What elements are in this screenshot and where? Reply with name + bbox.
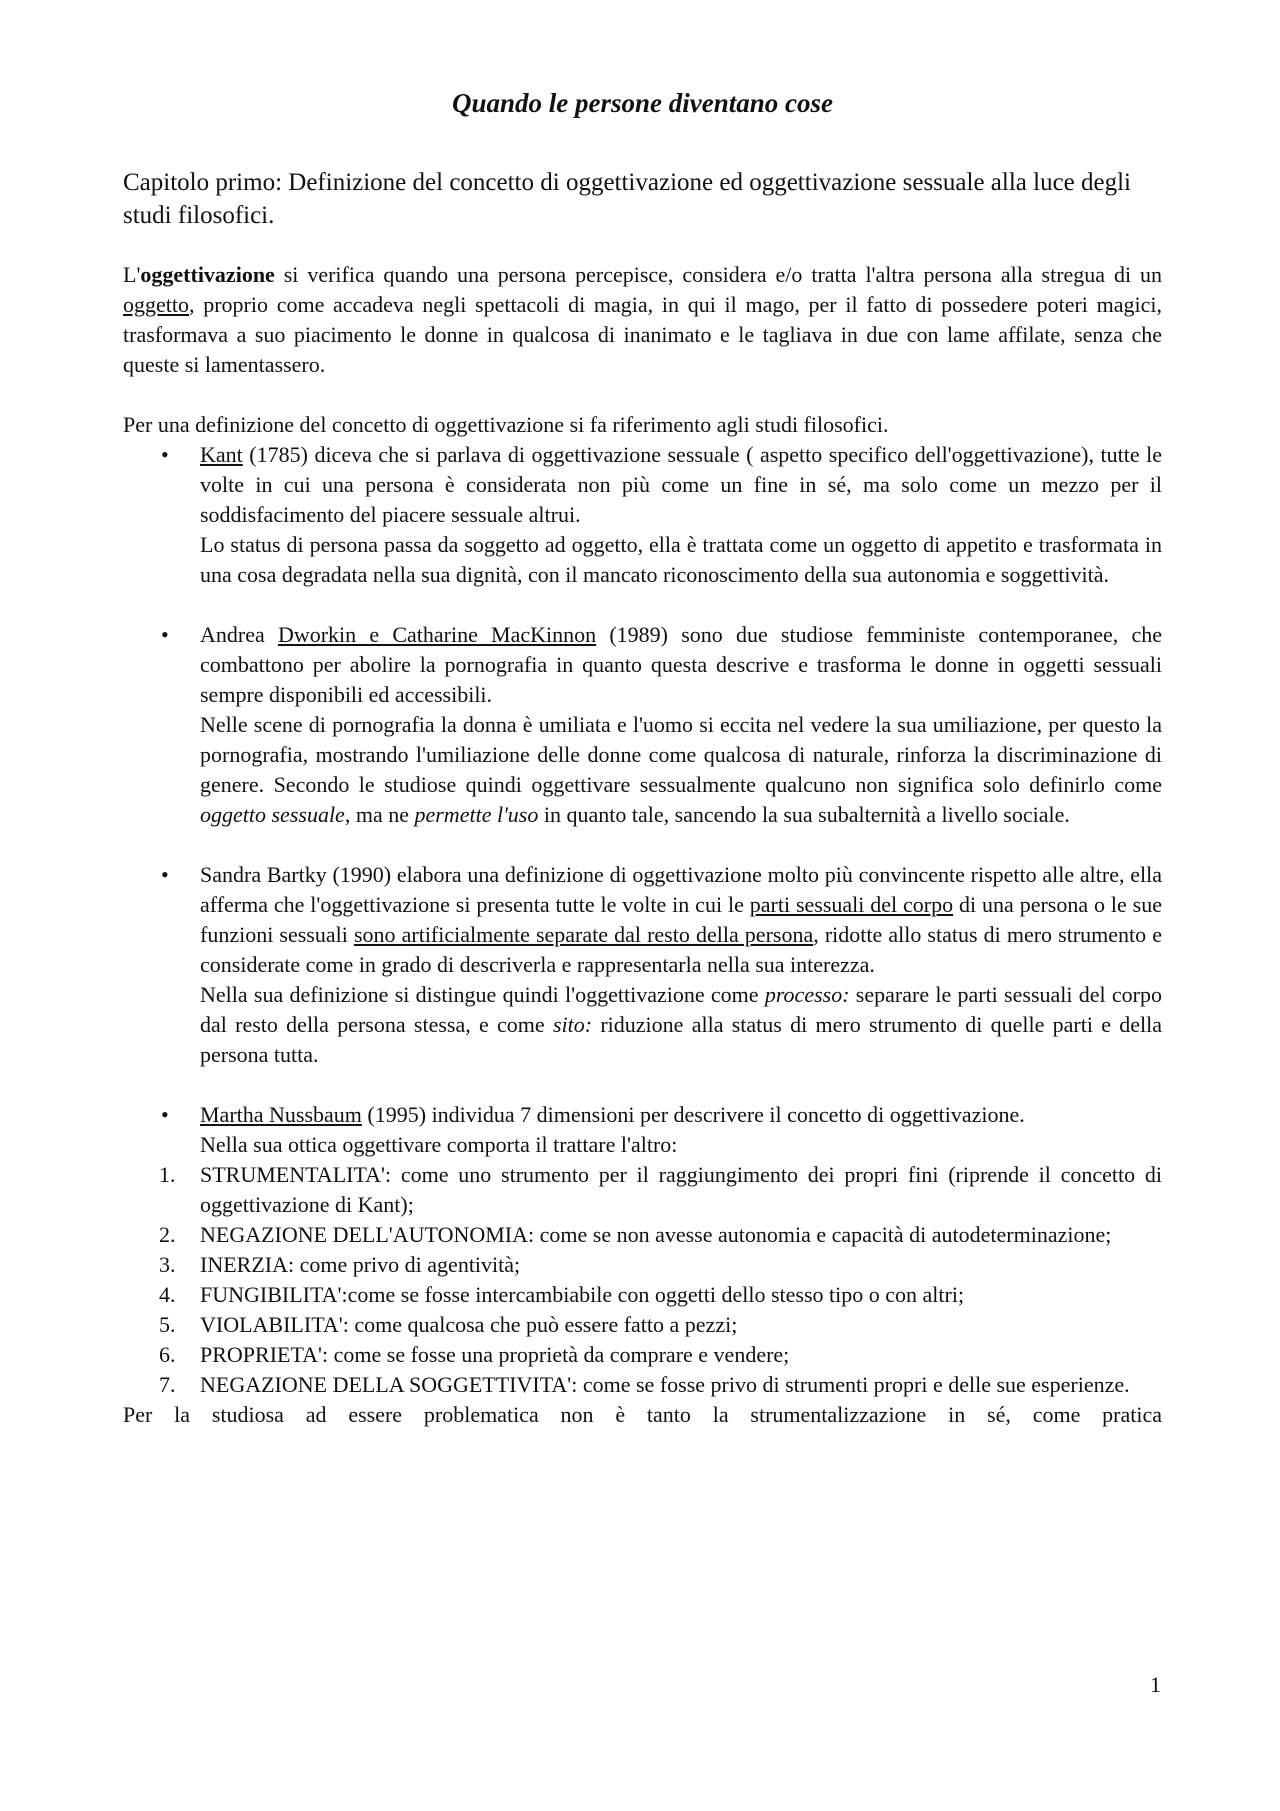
list-item: 3. INERZIA: come privo di agentività; xyxy=(159,1252,521,1277)
list-item: 5. VIOLABILITA': come qualcosa che può essere fatto a pezzi; xyxy=(159,1312,738,1337)
intro-paragraph: L'oggettivazione si verifica quando una persona percepisce, considera e/o tratta l'altra persona alla stregua di un oggetto, proprio come accadeva negli spettacoli di magia, in qui il mago, per il fatto di possedere poteri magici, trasformava a suo piacimento le donne in qualcosa di inanimato e le tagliava in due con lame affilate, senza che queste si lamentassero. xyxy=(123,262,1162,377)
list-item-dworkin: • Andrea Dworkin e Catharine MacKinnon (1989) sono due studiose femministe contemporanee, che combattono per abolire la pornografia in quanto questa descrive e trasforma le donne in oggetti sessuali sempre disponibili ed accessibili. Nelle scene di pornografia la donna è umiliata e l'uomo si eccita nel vedere la sua umiliazione, per questo la pornografia, mostrando l'umiliazione delle donne come qualcosa di naturale, rinforza la discriminazione di genere. Secondo le studiose quindi oggettivare sessualmente qualcuno non significa solo definirlo come oggetto sessuale, ma ne permette l'uso in quanto tale, sancendo la sua subalternità a livello sociale. xyxy=(161,622,1162,827)
list-item-kant: • Kant (1785) diceva che si parlava di oggettivazione sessuale ( aspetto specifico dell'oggettivazione), tutte le volte in cui una persona è considerata non più come un fine in sé, ma solo come un mezzo per il soddisfacimento del piacere sessuale altrui. Lo status di persona passa da soggetto ad oggetto, ella è trattata come un oggetto di appetito e trasformata in una cosa degradata nella sua dignità, con il mancato riconoscimento della sua autonomia e soggettività. xyxy=(161,442,1162,587)
list-item: 4. FUNGIBILITA':come se fosse intercambiabile con oggetti dello stesso tipo o con altri; xyxy=(159,1282,965,1307)
dimensions-list xyxy=(123,1160,1162,1400)
author-dworkin-mackinnon: Dworkin e Catharine MacKinnon xyxy=(277,622,597,647)
document-page xyxy=(123,86,1162,1430)
closing-paragraph: Per la studiosa ad essere problematica non è tanto la strumentalizzazione in sé, come pratica xyxy=(123,1402,1162,1427)
document-title: Quando le persone diventano cose xyxy=(452,88,833,118)
list-item: 7. NEGAZIONE DELLA SOGGETTIVITA': come se fosse privo di strumenti propri e delle sue esperienze. xyxy=(159,1372,1130,1397)
list-item: 2. NEGAZIONE DELL'AUTONOMIA: come se non avesse autonomia e capacità di autodeterminazione; xyxy=(159,1222,1112,1247)
bullet-icon: • xyxy=(161,622,169,647)
chapter-heading: Capitolo primo: Definizione del concetto di oggettivazione ed oggettivazione sessuale alla luce degli studi filosofici. xyxy=(123,169,1132,229)
bullet-icon: • xyxy=(161,442,169,467)
list-item: 6. PROPRIETA': come se fosse una proprietà da comprare e vendere; xyxy=(159,1342,790,1367)
authors-list xyxy=(123,440,1162,1160)
term-oggetto: oggetto xyxy=(123,292,189,317)
list-item-bartky: • Sandra Bartky (1990) elabora una definizione di oggettivazione molto più convincente rispetto alle altre, ella afferma che l'oggettivazione si presenta tutte le volte in cui le parti sessuali del corpo di una persona o le sue funzioni sessuali sono artificialmente separate dal resto della persona, ridotte allo status di mero strumento e considerate come in grado di descriverla e rappresentarla nella sua interezza. Nella sua definizione si distingue quindi l'oggettivazione come processo: separare le parti sessuali del corpo dal resto della persona stessa, e come sito: riduzione alla status di mero strumento di quelle parti e della persona tutta. xyxy=(161,862,1163,1067)
term-oggettivazione: oggettivazione xyxy=(140,262,275,287)
bullet-icon: • xyxy=(161,862,169,887)
author-nussbaum: Martha Nussbaum xyxy=(200,1102,362,1127)
lead-paragraph: Per una definizione del concetto di oggettivazione si fa riferimento agli studi filosofici. xyxy=(123,412,889,437)
list-item-nussbaum: • Martha Nussbaum (1995) individua 7 dimensioni per descrivere il concetto di oggettivazione. Nella sua ottica oggettivare comporta il trattare l'altro: xyxy=(161,1102,1025,1157)
author-kant: Kant xyxy=(200,442,243,467)
list-item: 1. STRUMENTALITA': come uno strumento per il raggiungimento dei propri fini (riprende il concetto di oggettivazione di Kant); xyxy=(159,1162,1162,1217)
bullet-icon: • xyxy=(161,1102,169,1127)
page-number: 1 xyxy=(1150,1672,1161,1697)
